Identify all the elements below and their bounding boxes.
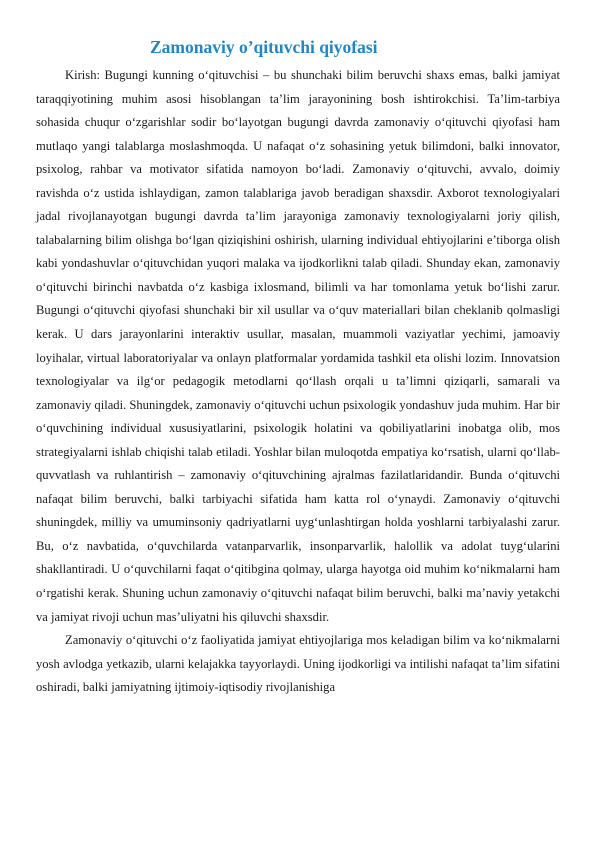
paragraph-second: Zamonaviy o‘qituvchi o‘z faoliyatida jamiyat ehtiyojlariga mos keladigan bilim va ko‘nikmalarni yosh avlodga yetkazib, ularni kelajakka tayyorlaydi. Uning ijodkorligi va intilishi nafaqat ta’lim sifatini oshiradi, balki jamiyatning ijtimoiy-iqtisodiy rivojlanishiga (36, 633, 560, 695)
document-title: Zamonaviy o’qituvchi qiyofasi (150, 37, 378, 57)
paragraph-introduction: Kirish: Bugungi kunning o‘qituvchisi – bu shunchaki bilim beruvchi shaxs emas, balki jamiyat taraqqiyotining muhim asosi hisoblangan ta’lim jarayonining bosh ishtirokchisi. Ta’lim-tarbiya sohasida chuqur o‘zgarishlar sodir bo‘layotgan bugungi davrda zamonaviy o‘qituvchi qiyofasi ham mutlaqo yangi talablarga moslashmoqda. U nafaqat o‘z sohasining yetuk bilimdoni, balki innovator, psixolog, rahbar va motivator sifatida namoyon bo‘ladi. Zamonaviy o‘qituvchi, avvalo, doimiy ravishda o‘z ustida ishlaydigan, zamon talablariga javob beradigan shaxsdir. Axborot texnologiyalari jadal rivojlanayotgan bugungi davrda ta’lim jarayoniga zamonaviy texnologiyalarni joriy qilish, talabalarning bilim olishga bo‘lgan qiziqishini oshirish, ularning individual ehtiyojlarini e’tiborga olish kabi yondashuvlar o‘qituvchidan yuqori malaka va ijodkorlikni talab qiladi. Shunday ekan, zamonaviy o‘qituvchi birinchi navbatda o‘z kasbiga ixlosmand, bilimli va har tomonlama yetuk bo‘lishi zarur. Bugungi o‘qituvchi qiyofasi shunchaki bir xil usullar va o‘quv materiallari bilan cheklanib qolmasligi kerak. U dars jarayonlarini interaktiv usullar, masalan, muammoli vaziyatlar yechimi, jamoaviy loyihalar, virtual laboratoriyalar va onlayn platformalar yordamida tashkil eta olishi lozim. Innovatsion texnologiyalar va ilg‘or pedagogik metodlarni qo‘llash orqali u ta’limni qiziqarli, samarali va zamonaviy qiladi. Shuningdek, zamonaviy o‘qituvchi uchun psixologik yondashuv juda muhim. Har bir o‘quvchining individual xususiyatlarini, psixologik holatini va qobiliyatlarini inobatga olib, mos strategiyalarni ishlab chiqishi talab etiladi. Yoshlar bilan muloqotda empatiya ko‘rsatish, ularni qo‘llab-quvvatlash va ruhlantirish – zamonaviy o‘qituvchining ajralmas fazilatlaridandir. Bunda o‘qituvchi nafaqat bilim beruvchi, balki tarbiyachi sifatida ham katta rol o‘ynaydi. Zamonaviy o‘qituvchi shuningdek, milliy va umuminsoniy qadriyatlarni uyg‘unlashtirgan holda yoshlarni tarbiyalashi zarur. Bu, o‘z navbatida, o‘quvchilarda vatanparvarlik, insonparvarlik, halollik va adolat tuyg‘ularini shakllantiradi. U o‘quvchilarni faqat o‘qitibgina qolmay, ularga hayotga oid muhim ko‘nikmalarni ham o‘rgatishi kerak. Shuning uchun zamonaviy o‘qituvchi nafaqat bilim beruvchi, balki ma’naviy yetakchi va jamiyat rivoji uchun mas’uliyatni his qiluvchi shaxsdir. (36, 68, 560, 624)
document-page (36, 30, 560, 700)
